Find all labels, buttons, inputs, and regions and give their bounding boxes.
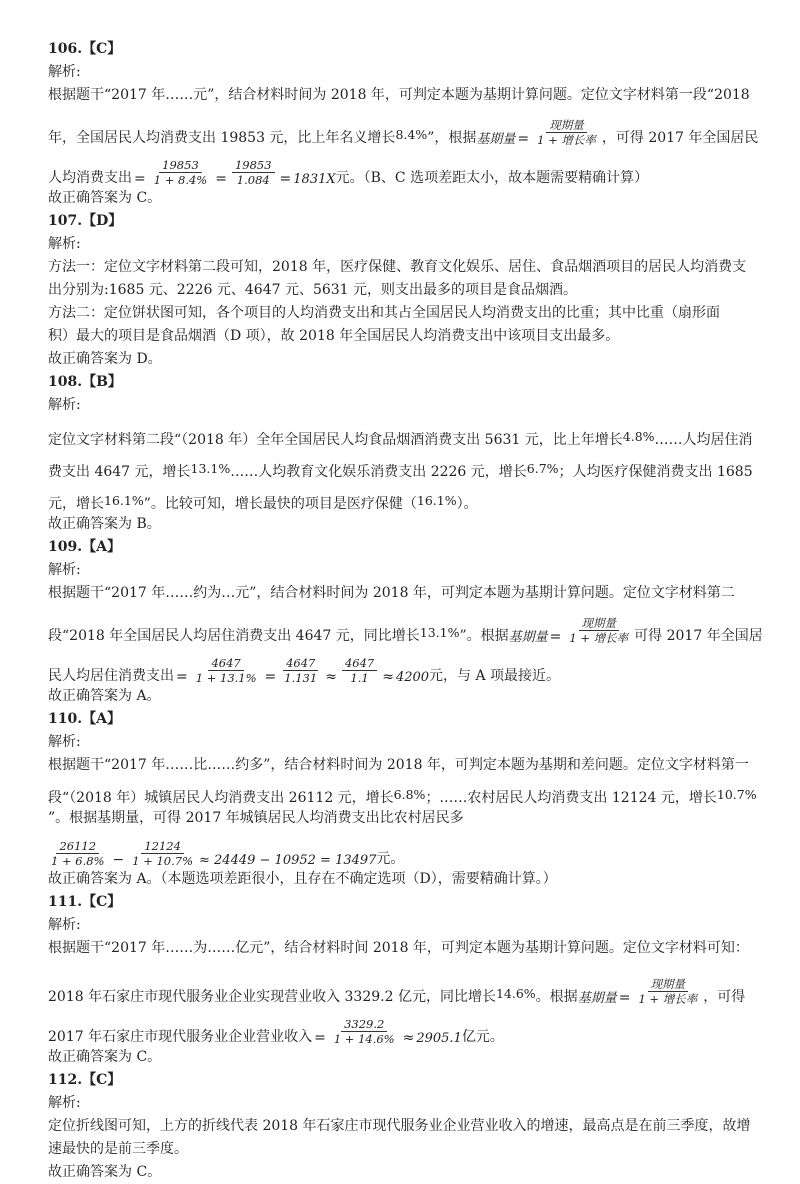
q106-answer: 故正确答案为 C。 bbox=[48, 190, 162, 206]
question-111-heading: 111.【C】 bbox=[48, 894, 122, 910]
calc-expression: ≈ 24449 − 10952 = 13497 bbox=[199, 853, 377, 868]
q107-answer: 故正确答案为 D。 bbox=[48, 351, 162, 367]
q109-answer: 故正确答案为 A。 bbox=[48, 688, 161, 704]
q110-text-3: ”。根据基期量，可得 2017 年城镇居民人均消费支出比农村居民多 bbox=[48, 810, 464, 826]
q106-growth-rate: 8.4% bbox=[395, 127, 428, 142]
question-109-heading: 109.【A】 bbox=[48, 539, 121, 555]
formula-fraction: $\frac{\text{现期量}}{\text{1 + 增长率}}$ bbox=[638, 977, 698, 1006]
q107-text-3: 方法二：定位饼状图可知，各个项目的人均消费支出和其占全国居民人均消费支出的比重；其中比重（扇形面 bbox=[48, 305, 720, 321]
q106-text-2: 年，全国居民人均消费支出 19853 元，比上年名义增长 8.4% ”，根据 基期量 = $\frac{\text{现期量}}{\text{1 + 增长率}}$ ，可得 2017 年全国居民 bbox=[48, 118, 759, 147]
q107-text-4: 积）最大的项目是食品烟酒（D 项），故 2018 年全国居民人均消费支出中该项目支出最多。 bbox=[48, 328, 620, 344]
q112-text-1: 定位折线图可知，上方的折线代表 2018 年石家庄市现代服务业企业营业收入的增速，最高点是在前三季度，故增 bbox=[48, 1118, 751, 1134]
q107-text-2: 出分别为:1685 元、2226 元、4647 元、5631 元，则支出最多的项目是食品烟酒。 bbox=[48, 282, 578, 298]
analysis-label: 解析: bbox=[48, 734, 81, 750]
formula-base-label: 基期量 bbox=[476, 132, 516, 147]
calc-fraction-2: $\frac{4647}{1.131}$ bbox=[284, 656, 318, 685]
analysis-label: 解析: bbox=[48, 1095, 81, 1111]
q111-text-3: 2017 年石家庄市现代服务业企业营业收入 = $\frac{3329.2}{1 + 14.6\%}$ ≈ 2905.1 亿元。 bbox=[48, 1017, 504, 1046]
q111-text-1: 根据题干“2017 年……为……亿元”，结合材料时间 2018 年，可判定本题为基期计算问题。定位文字材料可知： bbox=[48, 940, 749, 956]
q112-text-2: 速最快的是前三季度。 bbox=[48, 1141, 188, 1157]
q106-text-2a: 年，全国居民人均消费支出 19853 元，比上年名义增长 bbox=[48, 130, 396, 146]
q110-text-4: $\frac{26112}{1 + 6.8\%}$ − $\frac{12124}{1 + 10.7\%}$ ≈ 24449 − 10952 = 13497 元。 bbox=[48, 830, 752, 868]
question-107-heading: 107.【D】 bbox=[48, 213, 123, 229]
calc-result: 1831X bbox=[293, 172, 336, 187]
q109-text-2: 段“2018 年全国居民人均居住消费支出 4647 元，同比增长 13.1% ”。根据 基期量 = $\frac{\text{现期量}}{\text{1 + 增长率}}$ 可得 2017 年全国居 bbox=[48, 616, 763, 645]
q106-text-1: 根据题干“2017 年……元”，结合材料时间为 2018 年，可判定本题为基期计算问题。定位文字材料第一段“2018 bbox=[48, 87, 750, 103]
q106-text-2c: ，可得 2017 年全国居民 bbox=[601, 130, 759, 146]
q110-text-1: 根据题干“2017 年……比……约多”，结合材料时间为 2018 年，可判定本题为基期和差问题。定位文字材料第一 bbox=[48, 757, 749, 773]
q107-text-1: 方法一：定位文字材料第二段可知，2018 年，医疗保健、教育文化娱乐、居住、食品烟酒项目的居民人均消费支 bbox=[48, 259, 747, 275]
analysis-label: 解析: bbox=[48, 917, 81, 933]
q110-text-2: 段“（2018 年）城镇居民人均消费支出 26112 元，增长 6.8% ；……农村居民人均消费支出 12124 元，增长 10.7% bbox=[48, 787, 757, 806]
formula-fraction: $\frac{\text{现期量}}{\text{1 + 增长率}}$ bbox=[569, 616, 629, 645]
analysis-label: 解析: bbox=[48, 397, 81, 413]
q108-text-1: 定位文字材料第二段“（2018 年）全年全国居民人均食品烟酒消费支出 5631 元，比上年增长 4.8% ……人均居住消 bbox=[48, 429, 753, 448]
q112-answer: 故正确答案为 C。 bbox=[48, 1164, 162, 1180]
calc-fraction-2: $\frac{12124}{1 + 10.7\%}$ bbox=[132, 839, 194, 868]
calc-fraction-3: $\frac{4647}{1.1}$ bbox=[342, 656, 377, 685]
question-110-heading: 110.【A】 bbox=[48, 711, 121, 727]
calc-fraction-1: $\frac{19853}{1 + 8.4\%}$ bbox=[153, 158, 208, 187]
q108-text-3: 元，增长 16.1% ”。比较可知，增长最快的项目是医疗保健（ 16.1% ）。 bbox=[48, 493, 478, 512]
q111-text-2: 2018 年石家庄市现代服务业企业实现营业收入 3329.2 亿元，同比增长 14.6% 。根据 基期量 = $\frac{\text{现期量}}{\text{1 + 增长率}}$ ，可得 bbox=[48, 977, 746, 1006]
q109-text-3: 民人均居住消费支出 = $\frac{4647}{1 + 13.1\%}$ = $\frac{4647}{1.131}$ ≈ $\frac{4647}{1.1}$ ≈ 4200 元，与 A 项最接近。 bbox=[48, 656, 561, 685]
q108-text-2: 费支出 4647 元，增长 13.1% ……人均教育文化娱乐消费支出 2226 元，增长 6.7% ；人均医疗保健消费支出 1685 bbox=[48, 461, 753, 480]
formula-fraction: $\frac{\text{现期量}}{\text{1 + 增长率}}$ bbox=[537, 118, 596, 147]
q109-text-1: 根据题干“2017 年……约为…元”，结合材料时间为 2018 年，可判定本题为基期计算问题。定位文字材料第二 bbox=[48, 585, 735, 601]
calc-fraction-1: $\frac{3329.2}{1 + 14.6\%}$ bbox=[333, 1017, 395, 1046]
q106-text-2b: ”，根据 bbox=[427, 130, 477, 146]
q110-answer: 故正确答案为 A。（本题选项差距很小，且存在不确定选项（D），需要精确计算。） bbox=[48, 871, 557, 887]
calc-fraction-1: $\frac{26112}{1 + 6.8\%}$ bbox=[51, 839, 105, 868]
calc-result: 2905.1 bbox=[416, 1031, 462, 1046]
q106-text-3: 人均消费支出 = $\frac{19853}{1 + 8.4\%}$ = $\frac{19853}{1.084}$ = 1831X 元。（B、C 选项差距太小，故本题需要精确计算） bbox=[48, 158, 649, 187]
analysis-label: 解析: bbox=[48, 236, 81, 252]
question-112-heading: 112.【C】 bbox=[48, 1072, 122, 1088]
calc-fraction-1: $\frac{4647}{1 + 13.1\%}$ bbox=[195, 656, 257, 685]
analysis-label: 解析: bbox=[48, 64, 81, 80]
q111-answer: 故正确答案为 C。 bbox=[48, 1049, 162, 1065]
calc-fraction-2: $\frac{19853}{1.084}$ bbox=[232, 158, 275, 187]
q108-answer: 故正确答案为 B。 bbox=[48, 516, 161, 532]
analysis-label: 解析: bbox=[48, 562, 81, 578]
calc-result: 4200 bbox=[395, 670, 430, 685]
question-108-heading: 108.【B】 bbox=[48, 374, 122, 390]
question-106-heading: 106.【C】 bbox=[48, 41, 122, 57]
